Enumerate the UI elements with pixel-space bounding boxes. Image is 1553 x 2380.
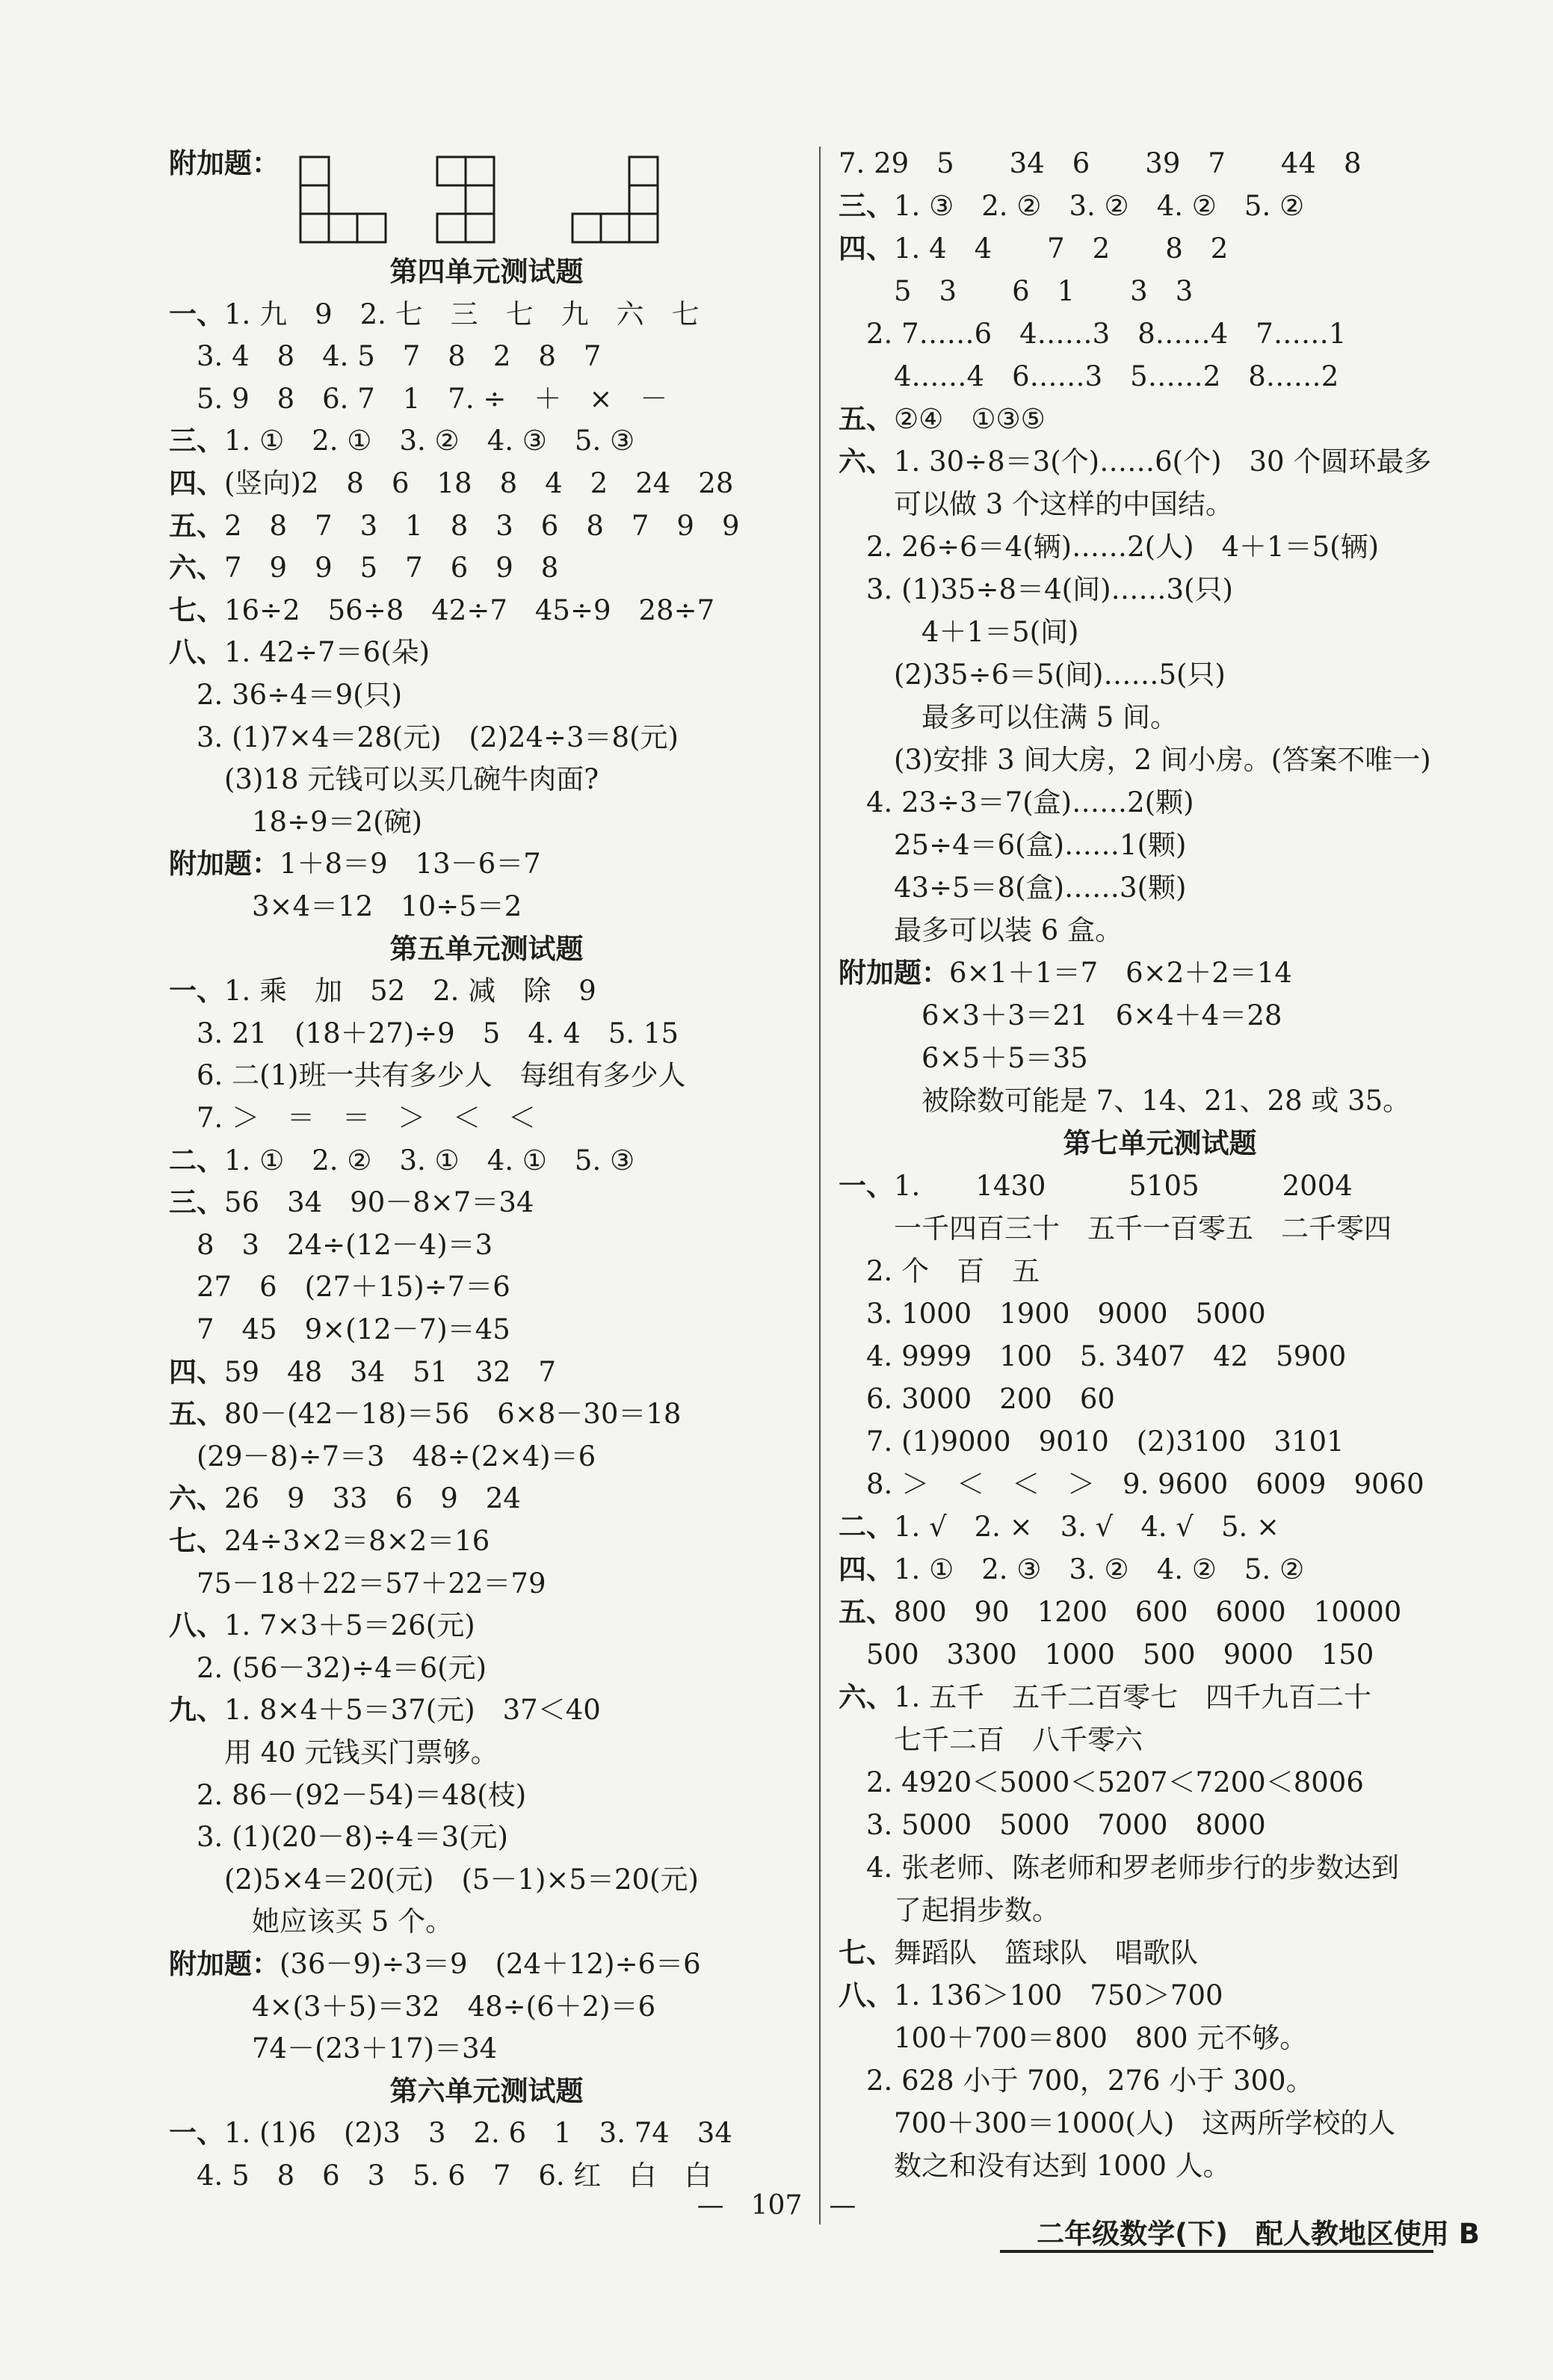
- answer-line: [169, 974, 596, 1008]
- answer-line: [839, 445, 1431, 479]
- answer-line: [839, 1467, 1424, 1502]
- section-heading: 第七单元测试题: [1063, 1127, 1257, 1159]
- question-label: 六、: [839, 1681, 894, 1713]
- answer-text: 27 6 (27＋15)÷7＝6: [169, 1271, 510, 1304]
- question-label: 六、: [169, 552, 224, 585]
- answer-line: [169, 1355, 556, 1390]
- answer-text: 800 90 1200 600 6000 10000: [894, 1596, 1402, 1628]
- answer-text: 1. 1430 5105 2004: [894, 1170, 1353, 1202]
- answer-text: 1. (1)6 (2)3 3 2. 6 1 3. 74 34: [224, 2117, 732, 2150]
- answer-text: (3)安排 3 间大房，2 间小房。(答案不唯一): [839, 744, 1431, 776]
- answer-text: 3. 21 (18＋27)÷9 5 4. 4 5. 15: [169, 1017, 679, 1049]
- answer-text: 3. 5000 5000 7000 8000: [839, 1809, 1266, 1841]
- answer-text: 1＋8＝9 13－6＝7: [280, 848, 541, 881]
- page-number: — 107 —: [697, 2190, 856, 2221]
- question-label: 八、: [169, 1609, 224, 1642]
- question-label: 四、: [169, 467, 224, 499]
- answer-text: 56 34 90－8×7＝34: [224, 1186, 534, 1219]
- question-label: 二、: [839, 1511, 894, 1543]
- answer-line: [169, 1651, 487, 1686]
- answer-text: 1. 7×3＋5＝26(元): [224, 1609, 475, 1642]
- answer-text: 1. 乘 加 52 2. 减 除 9: [224, 975, 596, 1008]
- answer-text: 1. 136＞100 750＞700: [894, 1979, 1223, 2011]
- answer-line: [839, 743, 1431, 777]
- answer-text: 6×1＋1＝7 6×2＋2＝14: [949, 957, 1292, 989]
- answer-line: [839, 828, 1186, 863]
- question-label: 七、: [839, 1937, 894, 1969]
- answer-line: [169, 1567, 546, 1601]
- answer-line: [839, 2064, 1314, 2098]
- answer-text: 1. √ 2. × 3. √ 4. √ 5. ×: [894, 1511, 1280, 1543]
- answer-line: [169, 1693, 601, 1727]
- answer-text: 3. 4 8 4. 5 7 8 2 8 7: [169, 340, 602, 373]
- section-heading: 第六单元测试题: [389, 2074, 584, 2107]
- answer-text: 1. ① 2. ③ 3. ② 4. ② 5. ②: [894, 1553, 1305, 1585]
- answer-text: 700＋300＝1000(人) 这两所学校的人: [839, 2107, 1396, 2139]
- answer-text: 2. 26÷6＝4(辆)……2(人) 4＋1＝5(辆): [839, 531, 1379, 563]
- answer-line: [839, 700, 1178, 735]
- question-label: 一、: [169, 298, 224, 330]
- answer-text: 被除数可能是 7、14、21、28 或 35。: [839, 1085, 1411, 1117]
- answer-text: 了起捐步数。: [839, 1894, 1060, 1926]
- question-label: 四、: [169, 1355, 224, 1388]
- answer-text: 5 3 6 1 3 3: [839, 275, 1194, 307]
- answer-text: 8. ＞ ＜ ＜ ＞ 9. 9600 6009 9060: [839, 1468, 1424, 1500]
- answer-line: [169, 1270, 510, 1304]
- question-label: 五、: [839, 1596, 894, 1628]
- answer-text: 最多可以住满 5 间。: [839, 701, 1179, 733]
- question-label: 五、: [169, 1398, 224, 1431]
- answer-line: [839, 956, 1292, 990]
- answer-line: [839, 1680, 1371, 1715]
- answer-line: [839, 1425, 1344, 1459]
- answer-line: [169, 1820, 508, 1855]
- answer-line: [839, 530, 1379, 564]
- answer-text: 1. ① 2. ② 3. ① 4. ① 5. ③: [224, 1144, 635, 1177]
- answer-line: [839, 1382, 1115, 1416]
- answer-text: 3. (1)7×4＝28(元) (2)24÷3＝8(元): [169, 721, 679, 753]
- answer-text: 6. 3000 200 60: [839, 1383, 1115, 1415]
- answer-text: 她应该买 5 个。: [169, 1905, 454, 1938]
- answer-line: [169, 1058, 685, 1093]
- answer-text: 6×3＋3＝21 6×4＋4＝28: [839, 999, 1282, 1032]
- answer-line: [839, 786, 1194, 820]
- question-label: 四、: [839, 1553, 894, 1585]
- answer-text: 100＋700＝800 800 元不够。: [839, 2022, 1308, 2054]
- answer-text: (2)5×4＝20(元) (5－1)×5＝20(元): [169, 1863, 699, 1896]
- answer-text: 74－(23＋17)＝34: [169, 2032, 498, 2065]
- answer-text: 25÷4＝6(盒)……1(颗): [839, 829, 1187, 861]
- answer-line: [839, 487, 1233, 522]
- answer-text: 6×5＋5＝35: [839, 1042, 1088, 1074]
- answer-line: [169, 805, 422, 839]
- section-heading: 第四单元测试题: [389, 256, 584, 288]
- answer-text: 7 9 9 5 7 6 9 8: [224, 552, 559, 585]
- answer-line: [169, 2116, 732, 2151]
- answer-line: [839, 1212, 1392, 1246]
- answer-text: 4. 23÷3＝7(盒)……2(颗): [839, 786, 1194, 818]
- answer-line: [169, 1313, 510, 1347]
- question-label: 九、: [169, 1694, 224, 1727]
- answer-text: 2 8 7 3 1 8 3 6 8 7 9 9: [224, 509, 740, 542]
- answer-line: [839, 1893, 1060, 1928]
- answer-line: [169, 635, 430, 670]
- answer-text: 80－(42－18)＝56 6×8－30＝18: [224, 1398, 682, 1431]
- answer-text: 用 40 元钱买门票够。: [169, 1736, 498, 1769]
- answer-line: [169, 1440, 596, 1474]
- answer-text: 2. 36÷4＝9(只): [169, 679, 403, 711]
- answer-text: 8 3 24÷(12－4)＝3: [169, 1228, 493, 1261]
- answer-line: [169, 762, 599, 797]
- question-label: 附加题：: [169, 147, 280, 179]
- answer-line: [839, 1851, 1399, 1885]
- answer-line: [839, 2149, 1231, 2183]
- question-label: 五、: [169, 509, 224, 542]
- footer-rule: [1000, 2250, 1433, 2253]
- answer-line: [169, 1228, 493, 1263]
- answer-line: [169, 382, 667, 416]
- column-divider: [819, 147, 821, 2225]
- answer-text: 1. 42÷7＝6(朵): [224, 636, 430, 669]
- question-label: 八、: [839, 1979, 894, 2011]
- answer-text: 7 45 9×(12－7)＝45: [169, 1313, 510, 1345]
- answer-line: [839, 658, 1226, 692]
- answer-line: [169, 339, 601, 374]
- question-label: 二、: [169, 1144, 224, 1177]
- answer-text: 59 48 34 51 32 7: [224, 1355, 556, 1388]
- question-label: 一、: [839, 1170, 894, 1202]
- answer-text: 5. 9 8 6. 7 1 7. ÷ ＋ × －: [169, 382, 668, 415]
- answer-line: [839, 402, 1046, 437]
- answer-text: 1. 九 9 2. 七 三 七 九 六 七: [224, 298, 700, 330]
- answer-text: 4. 5 8 6 3 5. 6 7 6. 红 白 白: [169, 2159, 712, 2192]
- answer-text: ②④ ①③⑤: [894, 403, 1046, 435]
- answer-line: [839, 147, 1362, 181]
- answer-line: [839, 1254, 1040, 1289]
- answer-line: [839, 1041, 1088, 1076]
- answer-text: 2. (56－32)÷4＝6(元): [169, 1651, 487, 1684]
- book-label: 二年级数学(下) 配人教地区使用 B: [1037, 2218, 1480, 2250]
- answer-text: 1. 4 4 7 2 8 2: [894, 232, 1229, 265]
- answer-line: [839, 274, 1193, 309]
- answer-text: 24÷3×2＝8×2＝16: [224, 1525, 490, 1557]
- answer-line: [839, 317, 1346, 351]
- answer-text: 数之和没有达到 1000 人。: [839, 2150, 1231, 2182]
- answer-line: [839, 1808, 1266, 1843]
- answer-text: (3)18 元钱可以买几碗牛肉面?: [169, 763, 599, 796]
- answer-text: 舞蹈队 篮球队 唱歌队: [894, 1937, 1198, 1969]
- answer-text: 3. (1)(20－8)÷4＝3(元): [169, 1821, 508, 1854]
- answer-line: [839, 573, 1233, 607]
- answer-line: [839, 615, 1079, 650]
- answer-line: [169, 147, 280, 181]
- answer-text: 7. ＞ ＝ ＝ ＞ ＜ ＜: [169, 1102, 537, 1134]
- answer-text: 4……4 6……3 5……2 8……2: [839, 360, 1339, 392]
- answer-line: [169, 298, 700, 332]
- answer-text: 2. 628 小于 700，276 小于 300。: [839, 2065, 1314, 2097]
- answer-line: [839, 1169, 1353, 1203]
- answer-line: [839, 1766, 1364, 1800]
- answer-line: [839, 999, 1282, 1033]
- question-label: 七、: [169, 594, 224, 626]
- answer-text: 3. (1)35÷8＝4(间)……3(只): [839, 573, 1233, 605]
- answer-line: [169, 1609, 475, 1643]
- answer-line: [169, 1524, 490, 1559]
- question-label: 三、: [839, 190, 894, 222]
- answer-text: 43÷5＝8(盒)……3(颗): [839, 872, 1187, 904]
- question-label: 七、: [169, 1525, 224, 1557]
- answer-line: [169, 890, 522, 924]
- answer-line: [169, 594, 714, 628]
- answer-text: 3. 1000 1900 9000 5000: [839, 1298, 1266, 1330]
- answer-text: (2)35÷6＝5(间)……5(只): [839, 659, 1226, 691]
- answer-text: 6. 二(1)班一共有多少人 每组有多少人: [169, 1059, 686, 1092]
- answer-text: 18÷9＝2(碗): [169, 805, 423, 838]
- answer-line: [169, 1186, 534, 1220]
- answer-text: 2. 个 百 五: [839, 1255, 1040, 1287]
- section-heading: 第五单元测试题: [389, 932, 584, 965]
- answer-line: [169, 1144, 635, 1178]
- answer-line: [169, 1482, 521, 1516]
- answer-line: [839, 1339, 1346, 1374]
- block-figure-1: [300, 157, 386, 242]
- answer-line: [839, 232, 1228, 266]
- answer-line: [169, 1736, 498, 1770]
- answer-text: (29－8)÷7＝3 48÷(2×4)＝6: [169, 1440, 596, 1473]
- answer-text: 七千二百 八千零六: [839, 1724, 1143, 1756]
- answer-text: 1. 8×4＋5＝37(元) 37＜40: [224, 1694, 601, 1727]
- question-label: 五、: [839, 403, 894, 435]
- answer-text: 4. 张老师、陈老师和罗老师步行的步数达到: [839, 1852, 1400, 1884]
- answer-line: [839, 1723, 1143, 1757]
- answer-line: [169, 509, 740, 543]
- answer-line: [169, 1863, 699, 1897]
- question-label: 附加题：: [169, 848, 280, 881]
- answer-text: 4. 9999 100 5. 3407 42 5900: [839, 1340, 1347, 1372]
- answer-line: [839, 189, 1304, 223]
- answer-text: 1. 五千 五千二百零七 四千九百二十: [894, 1681, 1372, 1713]
- answer-line: [839, 1936, 1198, 1970]
- answer-text: 4×(3＋5)＝32 48÷(6＋2)＝6: [169, 1990, 656, 2023]
- answer-text: 可以做 3 个这样的中国结。: [839, 488, 1234, 520]
- answer-line: [839, 1297, 1266, 1331]
- answer-line: [169, 721, 679, 755]
- question-label: 四、: [839, 232, 894, 265]
- answer-text: 最多可以装 6 盒。: [839, 914, 1123, 946]
- answer-line: [169, 847, 541, 881]
- answer-line: [839, 1638, 1374, 1672]
- answer-text: 4＋1＝5(间): [839, 616, 1079, 648]
- answer-text: (竖向)2 8 6 18 8 4 2 24 28: [224, 467, 734, 499]
- answer-line: [839, 1510, 1279, 1544]
- answer-line: [169, 1990, 655, 2024]
- answer-line: [839, 1553, 1304, 1587]
- answer-line: [169, 1905, 453, 1939]
- question-label: 一、: [169, 975, 224, 1008]
- answer-text: 2. 86－(92－54)＝48(枝): [169, 1778, 527, 1811]
- answer-line: [169, 466, 733, 501]
- answer-text: 7. 29 5 34 6 39 7 44 8: [839, 147, 1362, 179]
- answer-text: 2. 4920＜5000＜5207＜7200＜8006: [839, 1766, 1364, 1798]
- answer-line: [169, 1101, 536, 1135]
- question-label: 六、: [839, 446, 894, 478]
- answer-text: 1. ① 2. ① 3. ② 4. ③ 5. ③: [224, 425, 635, 457]
- answer-text: 1. ③ 2. ② 3. ② 4. ② 5. ②: [894, 190, 1305, 222]
- answer-line: [839, 1084, 1410, 1118]
- answer-line: [169, 2032, 497, 2066]
- answer-text: 1. 30÷8＝3(个)……6(个) 30 个圆环最多: [894, 446, 1432, 478]
- answer-line: [839, 2021, 1307, 2056]
- answer-line: [839, 871, 1186, 905]
- question-label: 三、: [169, 425, 224, 457]
- answer-text: 500 3300 1000 500 9000 150: [839, 1638, 1374, 1671]
- answer-line: [169, 1778, 526, 1813]
- answer-line: [169, 1017, 679, 1051]
- answer-line: [169, 1397, 681, 1431]
- question-label: 附加题：: [169, 1948, 280, 1980]
- block-figure-3: [572, 157, 658, 242]
- question-label: 六、: [169, 1482, 224, 1515]
- question-label: 三、: [169, 1186, 224, 1219]
- answer-line: [169, 678, 402, 712]
- answer-line: [839, 2106, 1395, 2141]
- answer-line: [169, 551, 558, 585]
- question-label: 附加题：: [839, 957, 949, 989]
- answer-line: [169, 1947, 701, 1982]
- addon-figures: [284, 155, 703, 253]
- answer-text: 2. 7……6 4……3 8……4 7……1: [839, 318, 1347, 350]
- answer-text: 26 9 33 6 9 24: [224, 1482, 521, 1515]
- answer-line: [839, 360, 1339, 394]
- answer-line: [839, 1595, 1401, 1630]
- answer-text: 7. (1)9000 9010 (2)3100 3101: [839, 1425, 1344, 1458]
- question-label: 八、: [169, 636, 224, 669]
- answer-text: 一千四百三十 五千一百零五 二千零四: [839, 1212, 1392, 1245]
- answer-text: 75－18＋22＝57＋22＝79: [169, 1567, 546, 1600]
- answer-text: (36－9)÷3＝9 (24＋12)÷6＝6: [280, 1948, 701, 1980]
- answer-text: 3×4＝12 10÷5＝2: [169, 890, 522, 922]
- answer-line: [169, 424, 635, 458]
- answer-line: [839, 1979, 1223, 2013]
- answer-text: 16÷2 56÷8 42÷7 45÷9 28÷7: [224, 594, 715, 626]
- question-label: 一、: [169, 2117, 224, 2150]
- answer-line: [839, 913, 1123, 948]
- block-figure-2: [437, 157, 494, 242]
